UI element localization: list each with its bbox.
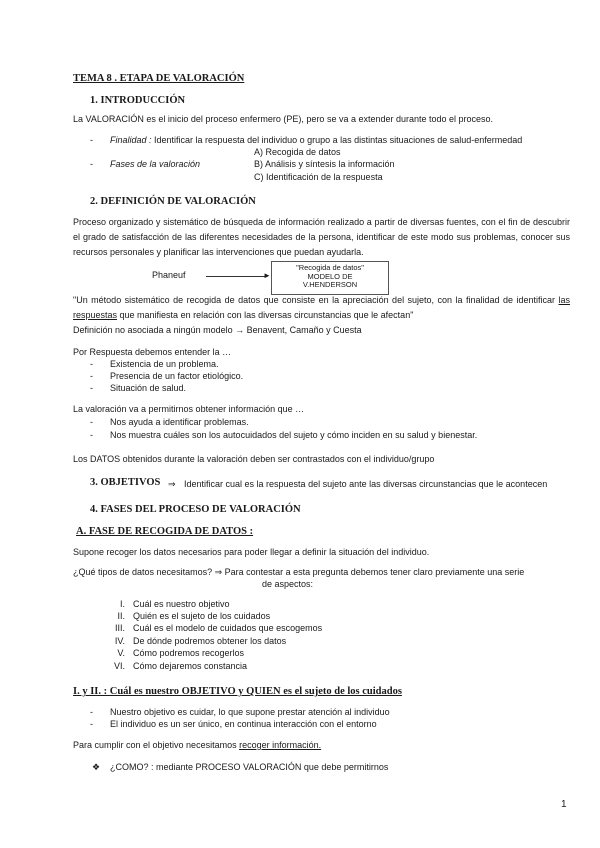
roman-numeral: IV.	[114, 636, 125, 646]
definition-paragraph: Proceso organizado y sistemático de búsqueda de información realizado a partir de diversas fuentes, con el fin de descubrir el grado de satisfacción de las diferentes necesidades de la persona, identificar de este modo sus problemas, conocer sus recursos personales y planificar las intervenciones que puedan ayudarla.	[73, 217, 570, 257]
respuesta-intro: Por Respuesta debemos entender la …	[73, 347, 232, 357]
para-part: Para cumplir con el objetivo necesitamos	[73, 740, 240, 750]
roman-text: Cómo dejaremos constancia	[133, 661, 248, 671]
dash: -	[90, 159, 93, 169]
fase-item: B) Análisis y síntesis la información	[254, 159, 395, 169]
objetivo-item: El individuo es un ser único, en continua interacción con el entorno	[110, 719, 377, 729]
para-cumplir-text	[73, 740, 321, 750]
dash: -	[90, 417, 93, 427]
box-line: V.HENDERSON	[302, 280, 358, 289]
fase-item: A) Recogida de datos	[254, 147, 341, 157]
supone-text: Supone recoger los datos necesarios para poder llegar a definir la situación del individuo.	[73, 547, 430, 557]
phaneuf-label: Phaneuf	[152, 270, 186, 280]
para-underlined: recoger información.	[239, 740, 322, 750]
fase-item: C) Identificación de la respuesta	[254, 172, 383, 182]
roman-text: Quién es el sujeto de los cuidados	[133, 611, 271, 621]
finalidad-text: Identificar la respuesta del individuo o grupo a las distintas situaciones de salud-enfermedad	[151, 135, 523, 145]
roman-item	[80, 623, 322, 633]
dash: -	[90, 359, 93, 369]
question-text: ¿Qué tipos de datos necesitamos? ⇒ Para contestar a esta pregunta debemos tener claro previamente una serie	[73, 567, 525, 577]
arrow-line	[206, 276, 266, 277]
quote-paragraph	[73, 293, 570, 323]
dash: -	[90, 383, 93, 393]
question-text-cont: de aspectos:	[262, 579, 314, 589]
section-heading-introduccion: 1. INTRODUCCIÓN	[90, 95, 186, 106]
roman-numeral: I.	[119, 599, 125, 609]
page-title: TEMA 8 . ETAPA DE VALORACIÓN	[73, 73, 245, 84]
roman-item	[80, 599, 230, 609]
como-text: ¿COMO? : mediante PROCESO VALORACIÓN que debe permitirnos	[110, 762, 389, 772]
section-heading-fases: 4. FASES DEL PROCESO DE VALORACIÓN	[90, 504, 301, 515]
dash: -	[90, 371, 93, 381]
definition-benavent: Definición no asociada a ningún modelo → Benavent, Camaño y Cuesta	[73, 325, 362, 335]
roman-text: De dónde podremos obtener los datos	[133, 636, 287, 646]
dash: -	[90, 430, 93, 440]
objetivo-item: Nuestro objetivo es cuidar, lo que supone prestar atención al individuo	[110, 707, 390, 717]
page-number: 1	[561, 799, 567, 810]
valoracion-intro: La valoración va a permitirnos obtener información que …	[73, 404, 305, 414]
quote-part: "Un método sistemático de recogida de datos que consiste en la apreciación del sujeto, con la finalidad de identificar	[73, 295, 559, 305]
finalidad-label: Finalidad :	[110, 135, 152, 145]
respuesta-item: Presencia de un factor etiológico.	[110, 371, 244, 381]
roman-numeral: II.	[117, 611, 125, 621]
dash: -	[90, 707, 93, 717]
respuesta-item: Situación de salud.	[110, 383, 187, 393]
dash: -	[90, 719, 93, 729]
quote-part: que manifiesta en relación con las diversas circunstancias que le afectan"	[117, 310, 414, 320]
roman-item	[80, 661, 247, 671]
roman-numeral: V.	[117, 648, 125, 658]
section-heading-objetivos: 3. OBJETIVOS	[90, 477, 161, 488]
roman-item	[80, 636, 286, 646]
roman-numeral: VI.	[113, 661, 125, 671]
finalidad-line	[110, 135, 522, 145]
implies-arrow-icon: ⇒	[168, 479, 176, 489]
roman-item	[80, 611, 270, 621]
box-line: "Recogida de datos"	[296, 263, 364, 272]
subsection-heading-recogida: A. FASE DE RECOGIDA DE DATOS :	[76, 526, 254, 537]
dash: -	[90, 135, 93, 145]
objetivos-text: Identificar cual es la respuesta del sujeto ante las diversas circunstancias que le acontecen	[184, 479, 548, 489]
roman-text: Cuál es nuestro objetivo	[133, 599, 230, 609]
quote-underlined: las respuestas	[73, 295, 570, 320]
box-line: MODELO DE	[307, 271, 353, 281]
intro-text: La VALORACIÓN es el inicio del proceso enfermero (PE), pero se va a extender durante todo el proceso.	[73, 114, 494, 124]
respuesta-item: Existencia de un problema.	[110, 359, 219, 369]
fases-label: Fases de la valoración	[110, 159, 201, 169]
henderson-box	[271, 261, 389, 295]
roman-text: Cómo podremos recogerlos	[133, 648, 245, 658]
valoracion-item: Nos muestra cuáles son los autocuidados del sujeto y cómo inciden en su salud y bienestar.	[110, 430, 478, 440]
roman-numeral: III.	[114, 623, 125, 633]
valoracion-item: Nos ayuda a identificar problemas.	[110, 417, 249, 427]
section-heading-objetivo-quien: I. y II. : Cuál es nuestro OBJETIVO y QUIEN es el sujeto de los cuidados	[73, 686, 402, 697]
arrow-head-icon: ►	[263, 271, 271, 280]
roman-text: Cuál es el modelo de cuidados que escogemos	[133, 623, 323, 633]
datos-text: Los DATOS obtenidos durante la valoración deben ser contrastados con el individuo/grupo	[73, 454, 435, 464]
diamond-bullet-icon: ❖	[92, 762, 101, 772]
roman-item	[80, 648, 244, 658]
section-heading-definicion: 2. DEFINICIÓN DE VALORACIÓN	[90, 196, 256, 207]
